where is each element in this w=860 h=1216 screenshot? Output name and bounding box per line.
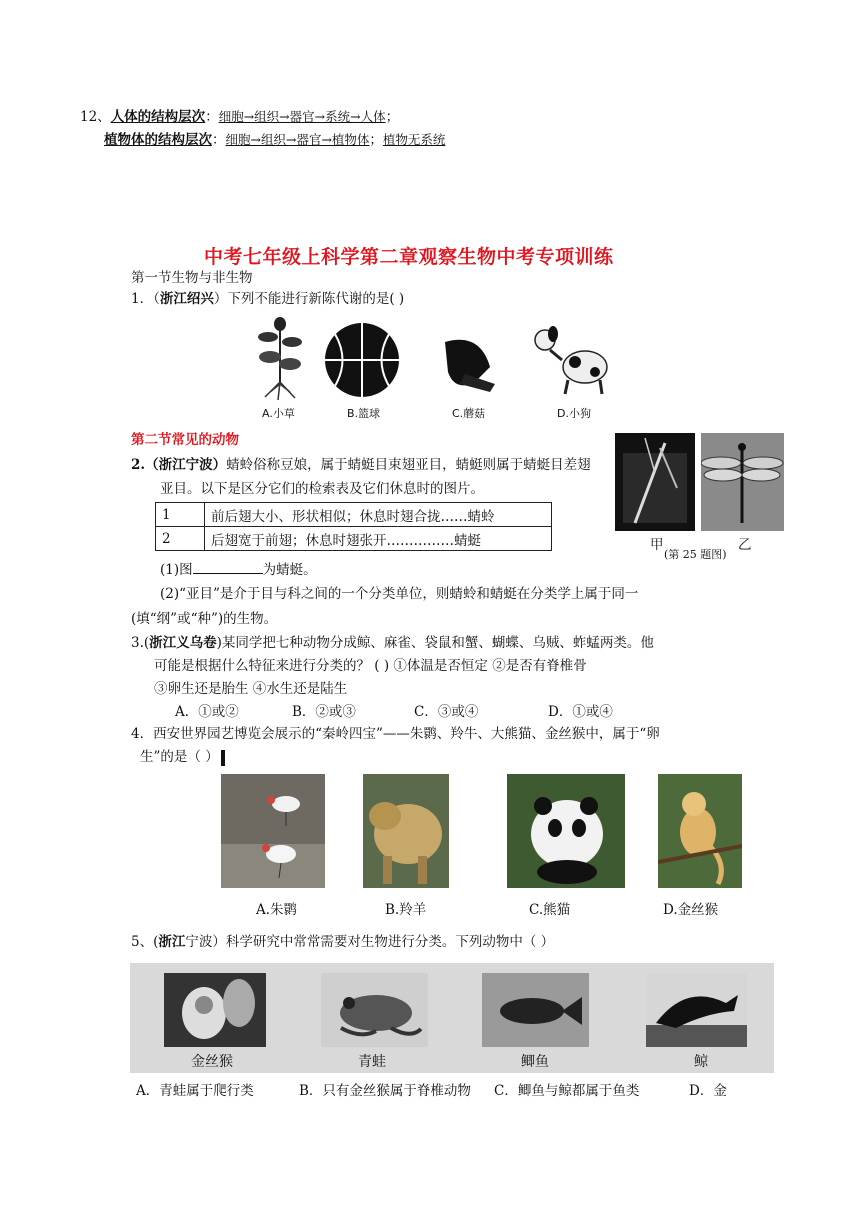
grass-plant-image [258,317,302,400]
question-3-line3: ③卵生还是胎生 ④水生还是陆生 [154,681,348,697]
question-3-line1: 3.(浙江义乌卷)某同学把七种动物分成鲸、麻雀、袋鼠和蟹、蝴蝶、乌贼、蚱蜢两类。他 [131,635,654,651]
strip-label-golden-monkey: 金丝猴 [191,1054,233,1070]
damselfly-image [615,433,695,531]
image-label-yi: 乙 [738,537,752,553]
answer-blank[interactable] [193,559,263,574]
dichotomous-key-table [155,502,552,551]
q4-caption-b: B.羚羊 [385,902,427,918]
plant-structure-label: 植物体的结构层次 [104,132,212,148]
question-5: 5、(浙江宁波）科学研究中常常需要对生物进行分类。下列动物中（ ） [131,934,555,950]
q4-caption-c: C.熊猫 [529,902,571,918]
mushroom-image [445,340,495,392]
takin-photo [363,774,449,888]
plant-structure-value: 细胞→组织→器官→植物体 [225,132,370,147]
item12-line1: 12、人体的结构层次：细胞→组织→器官→系统→人体； [80,109,400,125]
table-row: 2 后翅宽于前翅；休息时翅张开……………蜻蜓 [156,527,552,551]
plant-structure-note: 植物无系统 [382,132,446,147]
question-4-line2: 生”的是（ ） [140,747,225,767]
golden-monkey-bw-image [164,973,266,1047]
section-1-heading: 第一节生物与非生物 [131,270,253,286]
q1-caption-c: C.蘑菇 [452,407,486,420]
q4-caption-d: D.金丝猴 [663,902,719,918]
text-cursor [221,750,225,766]
q5-option-c[interactable]: C．鲫鱼与鲸都属于鱼类 [494,1083,640,1099]
table-row: 1 前后翅大小、形状相似；休息时翅合拢……蜻蛉 [156,503,552,527]
image-label-jia: 甲 [650,537,664,553]
q5-option-b[interactable]: B．只有金丝猴属于脊椎动物 [299,1083,471,1099]
strip-label-whale: 鲸 [694,1054,708,1070]
puppy-image [535,326,607,394]
q5-option-d[interactable]: D．金 [689,1083,727,1099]
frog-bw-image [321,973,428,1047]
dragonfly-image [701,433,784,531]
q1-caption-d: D.小狗 [557,407,591,420]
q3-option-b[interactable]: B．②或③ [292,704,356,720]
q3-option-c[interactable]: C．③或④ [414,704,479,720]
q3-option-d[interactable]: D．①或④ [548,704,613,720]
human-structure-label: 人体的结构层次 [110,109,206,125]
whale-bw-image [646,973,747,1047]
question-4-line1: 4．西安世界园艺博览会展示的“秦岭四宝”——朱鹮、羚牛、大熊猫、金丝猴中，属于“卵 [131,726,660,742]
question-1-figure [250,312,620,420]
q4-caption-a: A.朱鹮 [256,902,298,918]
question-2-line2: 亚目。以下是区分它们的检索表及它们休息时的图片。 [160,481,484,497]
question-2-sub2-line1: (2)“亚目”是介于目与科之间的一个分类单位，则蜻蛉和蜻蜓在分类学上属于同一 [160,586,639,602]
golden-monkey-photo [658,774,742,888]
human-structure-value: 细胞→组织→器官→系统→人体 [218,109,386,124]
item12-line2: 植物体的结构层次：细胞→组织→器官→植物体；植物无系统 [104,132,446,148]
giant-panda-photo [507,774,625,888]
question-2-line1: 2.（浙江宁波）蜻蛉俗称豆娘，属于蜻蜓目束翅亚目，蜻蜓则属于蜻蜓目差翅 [131,457,591,473]
question-3-line2: 可能是根据什么特征来进行分类的？ ( ) ①体温是否恒定 ②是否有脊椎骨 [154,658,587,674]
q1-caption-b: B.篮球 [347,407,381,420]
strip-label-carp: 鲫鱼 [521,1054,549,1070]
q5-option-a[interactable]: A．青蛙属于爬行类 [136,1083,254,1099]
section-2-heading: 第二节常见的动物 [131,432,239,448]
question-1: 1．（浙江绍兴）下列不能进行新陈代谢的是( ) [131,291,405,307]
q3-option-a[interactable]: A．①或② [175,704,239,720]
crucian-carp-bw-image [482,973,589,1047]
strip-label-frog: 青蛙 [358,1054,386,1070]
question-2-sub2-line2: (填“纲”或“种”)的生物。 [131,611,278,627]
page-title: 中考七年级上科学第二章观察生物中考专项训练 [204,246,614,268]
question-2-sub1: (1)图 为蜻蜓。 [160,559,317,580]
crested-ibis-photo [221,774,325,888]
basketball-image [325,323,399,397]
figure-caption: (第 25 题图) [664,548,727,561]
question-5-figure-strip [130,963,774,1073]
q1-caption-a: A.小草 [262,407,295,420]
